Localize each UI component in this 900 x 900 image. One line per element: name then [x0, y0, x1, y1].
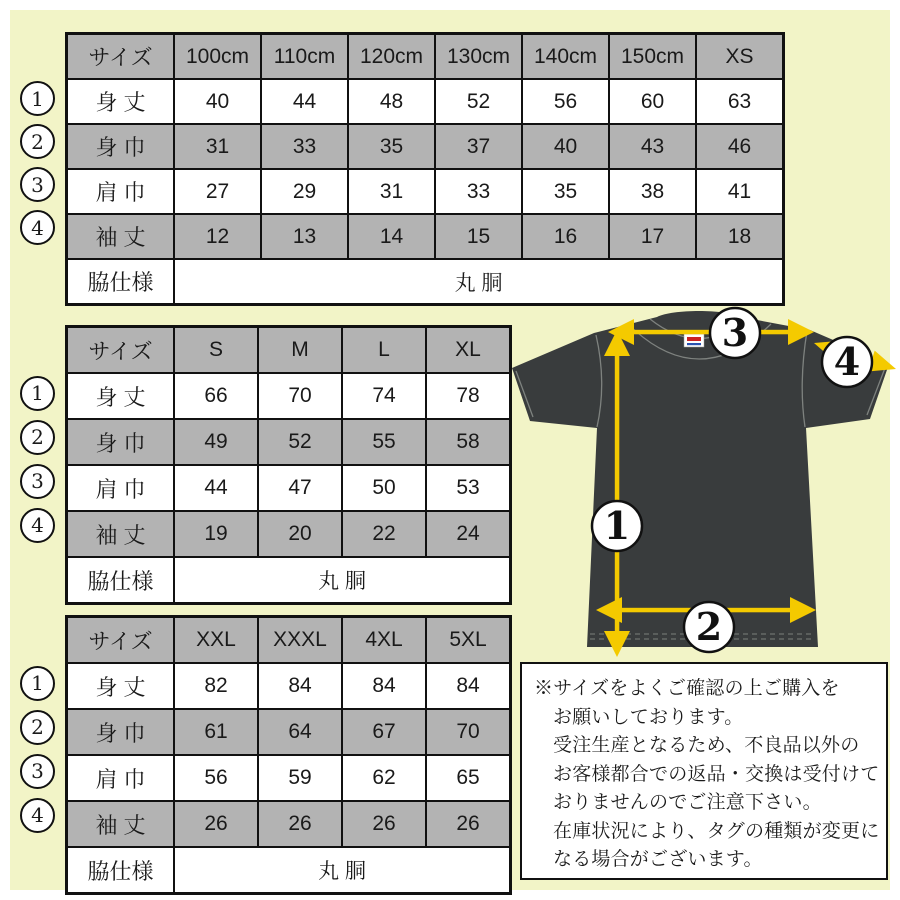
column-header-cell: 130cm: [435, 34, 522, 80]
value-cell: 74: [342, 373, 426, 419]
circled-number-text: 3: [31, 172, 44, 197]
value-cell: 43: [609, 124, 696, 169]
note-line: お願いしております。: [553, 706, 744, 728]
circled-number-text: 4: [31, 215, 44, 240]
diagram-marker-4-text: 4: [833, 339, 861, 384]
column-header-cell: XXL: [174, 617, 258, 664]
column-header-cell: 120cm: [348, 34, 435, 80]
circled-number-2: [20, 710, 55, 745]
value-cell: 84: [426, 663, 511, 709]
value-cell: 61: [174, 709, 258, 755]
circled-number-3: [20, 464, 55, 499]
circled-number-4: [20, 508, 55, 543]
diagram-marker-2-text: 2: [695, 604, 723, 649]
value-cell: 59: [258, 755, 342, 801]
footer-value-cell: 丸 胴: [174, 557, 511, 604]
value-cell: 26: [258, 801, 342, 847]
value-cell: 19: [174, 511, 258, 557]
value-cell: 17: [609, 214, 696, 259]
value-cell: 12: [174, 214, 261, 259]
value-cell: 18: [696, 214, 784, 259]
value-cell: 22: [342, 511, 426, 557]
circled-number-1: [20, 666, 55, 701]
value-cell: 55: [342, 419, 426, 465]
value-cell: 47: [258, 465, 342, 511]
note-line: 受注生産となるため、不良品以外の: [553, 735, 860, 756]
circled-number-4: [20, 798, 55, 833]
value-cell: 66: [174, 373, 258, 419]
note-line: お客様都合での返品・交換は受付けて: [553, 763, 880, 785]
kids-size-table-block: [65, 32, 785, 306]
adult-size-table-block: [65, 325, 512, 605]
circled-number-3: [20, 754, 55, 789]
footer-value-cell: 丸 胴: [174, 259, 784, 305]
diagram-marker-3-text: 3: [721, 310, 749, 355]
diagram-marker-1-text: 1: [603, 503, 631, 548]
column-header-cell: L: [342, 327, 426, 374]
value-cell: 14: [348, 214, 435, 259]
circled-number-text: 2: [31, 129, 44, 154]
value-cell: 49: [174, 419, 258, 465]
column-header-cell: XL: [426, 327, 511, 374]
value-cell: 40: [174, 79, 261, 124]
circled-number-text: 3: [31, 469, 44, 493]
footer-value-cell: 丸 胴: [174, 847, 511, 894]
column-header-cell: M: [258, 327, 342, 374]
row-label-cell: 肩 巾: [67, 465, 175, 511]
value-cell: 44: [261, 79, 348, 124]
value-cell: 29: [261, 169, 348, 214]
value-cell: 44: [174, 465, 258, 511]
value-cell: 20: [258, 511, 342, 557]
value-cell: 53: [426, 465, 511, 511]
value-cell: 13: [261, 214, 348, 259]
row-label-cell: 肩 巾: [67, 169, 175, 214]
footer-label-cell: 脇仕様: [67, 259, 175, 305]
value-cell: 26: [426, 801, 511, 847]
circled-number-2: [20, 420, 55, 455]
value-cell: 26: [342, 801, 426, 847]
value-cell: 63: [696, 79, 784, 124]
value-cell: 56: [522, 79, 609, 124]
value-cell: 62: [342, 755, 426, 801]
circled-number-1: [20, 376, 55, 411]
value-cell: 78: [426, 373, 511, 419]
row-label-cell: 身 巾: [67, 124, 175, 169]
circled-number-text: 1: [31, 671, 44, 695]
value-cell: 40: [522, 124, 609, 169]
value-cell: 31: [174, 124, 261, 169]
value-cell: 33: [435, 169, 522, 214]
value-cell: 24: [426, 511, 511, 557]
value-cell: 15: [435, 214, 522, 259]
circled-number-text: 2: [31, 715, 44, 739]
value-cell: 46: [696, 124, 784, 169]
value-cell: 60: [609, 79, 696, 124]
value-cell: 84: [258, 663, 342, 709]
size-table: [65, 615, 512, 895]
footer-label-cell: 脇仕様: [67, 847, 175, 894]
circled-number-text: 3: [31, 759, 44, 783]
column-header-cell: 150cm: [609, 34, 696, 80]
row-label-cell: 身 丈: [67, 663, 175, 709]
value-cell: 27: [174, 169, 261, 214]
value-cell: 33: [261, 124, 348, 169]
value-cell: 26: [174, 801, 258, 847]
footer-label-cell: 脇仕様: [67, 557, 175, 604]
row-label-cell: 身 丈: [67, 79, 175, 124]
value-cell: 35: [348, 124, 435, 169]
size-table: [65, 325, 512, 605]
column-header-cell: 100cm: [174, 34, 261, 80]
circled-number-1: [20, 81, 55, 116]
tshirt-measurement-diagram: [500, 300, 900, 662]
size-table: [65, 32, 785, 306]
value-cell: 65: [426, 755, 511, 801]
row-label-cell: 身 丈: [67, 373, 175, 419]
size-header-cell: サイズ: [67, 327, 175, 374]
size-header-cell: サイズ: [67, 617, 175, 664]
circled-number-text: 4: [31, 513, 44, 537]
value-cell: 31: [348, 169, 435, 214]
diagram-marker-1: [592, 501, 642, 551]
column-header-cell: S: [174, 327, 258, 374]
value-cell: 82: [174, 663, 258, 709]
value-cell: 67: [342, 709, 426, 755]
diagram-marker-2: [684, 602, 734, 652]
circled-number-text: 1: [31, 381, 44, 405]
value-cell: 84: [342, 663, 426, 709]
page-background: [10, 10, 890, 890]
value-cell: 50: [342, 465, 426, 511]
circled-number-text: 1: [31, 86, 44, 111]
size-header-cell: サイズ: [67, 34, 175, 80]
column-header-cell: 4XL: [342, 617, 426, 664]
circled-number-3: [20, 167, 55, 202]
row-label-cell: 袖 丈: [67, 214, 175, 259]
purchase-note-box: [520, 662, 888, 880]
column-header-cell: 110cm: [261, 34, 348, 80]
diagram-marker-3: [710, 308, 760, 358]
row-label-cell: 身 巾: [67, 419, 175, 465]
big-size-table-block: [65, 615, 512, 895]
column-header-cell: 140cm: [522, 34, 609, 80]
diagram-marker-4: [822, 337, 872, 387]
circled-number-4: [20, 210, 55, 245]
circled-number-text: 2: [31, 425, 44, 449]
note-line: ※サイズをよくご確認の上ご購入を: [534, 678, 840, 699]
value-cell: 56: [174, 755, 258, 801]
value-cell: 64: [258, 709, 342, 755]
circled-number-2: [20, 124, 55, 159]
value-cell: 52: [435, 79, 522, 124]
collar-tag: [684, 334, 704, 347]
row-label-cell: 肩 巾: [67, 755, 175, 801]
row-label-cell: 袖 丈: [67, 801, 175, 847]
note-line: 在庫状況により、タグの種類が変更に: [553, 820, 880, 842]
value-cell: 58: [426, 419, 511, 465]
value-cell: 70: [426, 709, 511, 755]
value-cell: 37: [435, 124, 522, 169]
value-cell: 41: [696, 169, 784, 214]
value-cell: 48: [348, 79, 435, 124]
value-cell: 70: [258, 373, 342, 419]
row-label-cell: 身 巾: [67, 709, 175, 755]
value-cell: 52: [258, 419, 342, 465]
value-cell: 16: [522, 214, 609, 259]
column-header-cell: 5XL: [426, 617, 511, 664]
column-header-cell: XXXL: [258, 617, 342, 664]
column-header-cell: XS: [696, 34, 784, 80]
note-line: おりませんのでご注意下さい。: [553, 792, 822, 813]
note-line: なる場合がございます。: [553, 849, 763, 870]
value-cell: 35: [522, 169, 609, 214]
value-cell: 38: [609, 169, 696, 214]
circled-number-text: 4: [31, 803, 44, 827]
row-label-cell: 袖 丈: [67, 511, 175, 557]
